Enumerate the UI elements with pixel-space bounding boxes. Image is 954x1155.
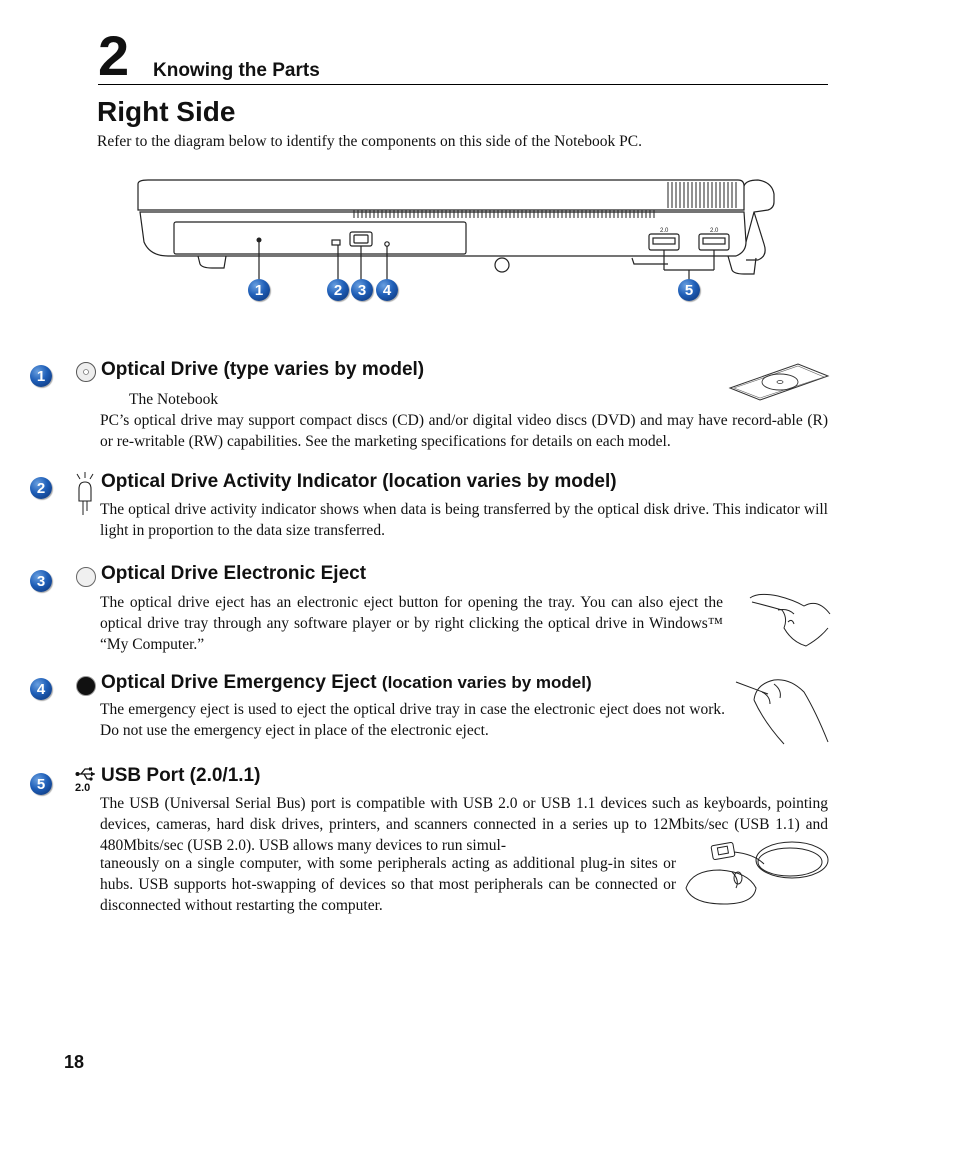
page-number: 18 [64,1052,85,1072]
section-body-optical-drive: PC’s optical drive may support compact discs (CD) and/or digital video discs (DVD) and may have record-able (R) or re-writable (RW) capabilities. See the marketing specifications for details on each model. [100,412,828,450]
chapter-number: 2 [98,24,130,87]
activity-indicator-icon [74,471,96,517]
usb-icon-label: 2.0 [75,782,91,794]
usb-mouse-icon [684,838,832,910]
section-number-2: 2 [30,477,52,499]
header-rule [98,84,828,85]
section-number-1: 1 [30,365,52,387]
section-heading-optical-drive: Optical Drive (type varies by model) [101,359,425,380]
eject-button-icon [75,565,97,589]
section-number-4: 4 [30,678,52,700]
section-body-electronic-eject: The optical drive eject has an electronic eject button for opening the tray. You can also eject the optical drive tray through any software player or by right clicking the optical drive in Windows™ “My Computer.” [100,594,723,653]
section-body-usb-port-wrap: taneously on a single computer, with some peripherals acting as additional plug-in sites or hubs. USB supports hot-swapping of devices so that most peripherals can be connected or disconnected without restarting the computer. [100,855,676,914]
section-number-3: 3 [30,570,52,592]
cd-case-icon [728,362,830,402]
section-heading-electronic-eject: Optical Drive Electronic Eject [101,563,367,584]
section-body-usb-port: The USB (Universal Serial Bus) port is compatible with USB 2.0 or USB 1.1 devices such as keyboards, pointing devices, cameras, hard disk drives, printers, and scanners connected in a series up to 12Mbits/sec (USB 1.1) and 480Mbits/sec (USB 2.0). USB allows many devices to run simul- [100,795,828,854]
chapter-title: Knowing the Parts [153,60,320,81]
usb-icon [75,766,97,782]
section-heading-emergency-eject-main: Optical Drive Emergency Eject [101,672,377,693]
section-body-emergency-eject: The emergency eject is used to eject the optical drive tray in case the electronic eject does not work. Do not use the emergency eject in place of the electronic eject. [100,701,725,739]
diagram-callout-2: 2 [327,279,349,301]
paperclip-hand-icon [734,672,832,748]
intro-text: Refer to the diagram below to identify the components on this side of the Notebook PC. [97,133,642,150]
section-number-5: 5 [30,773,52,795]
usb-port-label-2: 2.0 [710,228,719,234]
usb-port-label-1: 2.0 [660,228,669,234]
section-body-activity-indicator: The optical drive activity indicator shows when data is being transferred by the optical disk drive. This indicator will light in proportion to the data size transferred. [100,501,828,539]
section-heading-activity-indicator: Optical Drive Activity Indicator (location varies by model) [101,471,617,492]
finger-press-icon [748,588,832,648]
diagram-callout-5: 5 [678,279,700,301]
diagram-callout-4: 4 [376,279,398,301]
section-heading-emergency-eject [101,672,592,694]
diagram-callout-1: 1 [248,279,270,301]
page-title: Right Side [97,96,236,127]
disc-icon [75,360,97,384]
section-body-optical-drive-line1: The Notebook [129,391,219,408]
emergency-eject-icon [75,674,97,698]
diagram-callout-3: 3 [351,279,373,301]
section-heading-emergency-eject-note: (location varies by model) [381,673,592,692]
section-heading-usb-port: USB Port (2.0/1.1) [101,765,261,786]
